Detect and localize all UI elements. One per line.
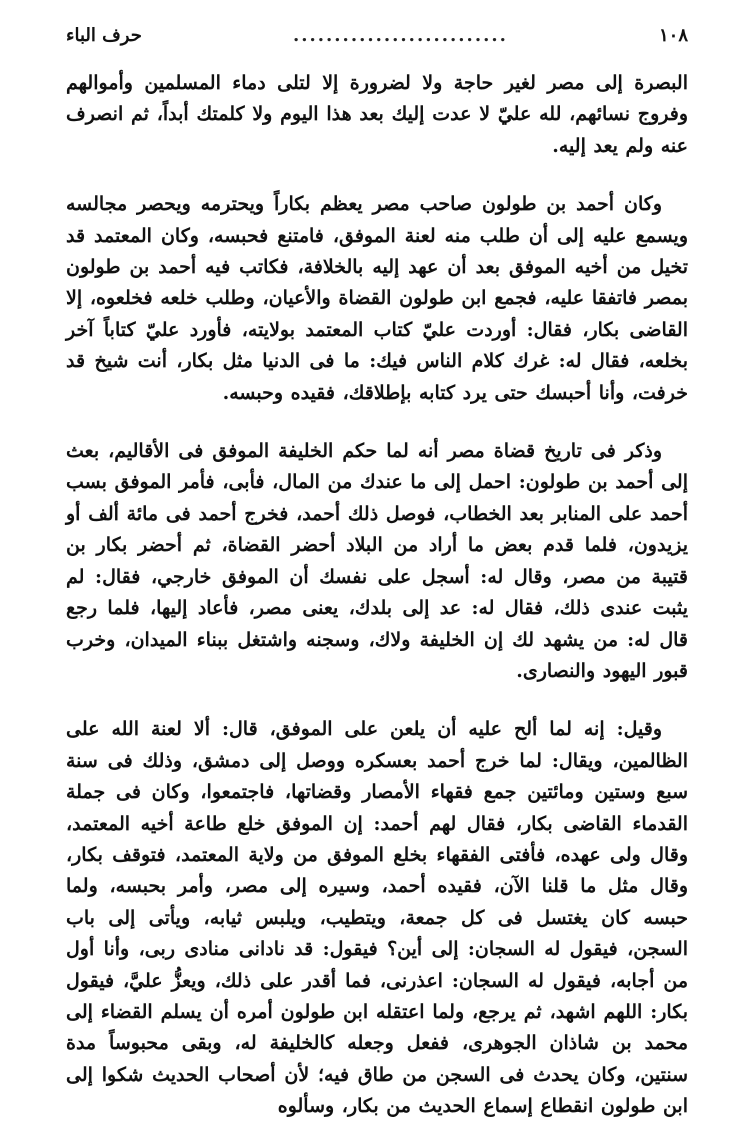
book-page xyxy=(66,20,688,1118)
paragraph: البصرة إلى مصر لغير حاجة ولا لضرورة إلا لتلى دماء المسلمين وأموالهم وفروج نسائهم، لله عليّ لا عدت إليك بعد هذا اليوم ولا كلمتك أبداً، ثم انصرف عنه ولم يعد إليه. xyxy=(66,72,688,157)
paragraph: وذكر فى تاريخ قضاة مصر أنه لما حكم الخليفة الموفق فى الأقاليم، بعث إلى أحمد بن طولون: احمل إلى ما عندك من المال، فأبى، فأمر الموفق بسب أحمد على المنابر بعد الخطاب، فوصل ذلك أحمد، فخرج أحمد فى مائة ألف أو يزيدون، فلما قدم بعض ما أراد من البلاد أحضر القضاة، ثم أحضر بكار بن قتيبة من مصر، وقال له: أسجل على نفسك أن الموفق خارجي، فقال: لم يثبت عندى ذلك، فقال له: عد إلى بلدك، يعنى مصر، فأعاد إليها، فلما رجع قال له: من يشهد لك إن الخليفة ولاك، وسجنه واشتغل ببناء الميدان، وخرب قبور اليهود والنصارى. xyxy=(66,440,688,682)
running-title: حرف الباء xyxy=(66,24,142,46)
page-number: ١٠٨ xyxy=(658,24,688,46)
paragraph: وقيل: إنه لما ألح عليه أن يلعن على الموفق، قال: ألا لعنة الله على الظالمين، ويقال: لما خرج أحمد بعسكره ووصل إلى دمشق، وذلك فى سنة سبع وستين ومائتين جمع فقهاء الأمصار وقضاتها، فاجتمعوا، وكان فى جملة القدماء القاضى بكار، فقال لهم أحمد: إن الموفق خلع طاعة أخيه المعتمد، وقال ولى عهده، فأفتى الفقهاء بخلع الموفق من ولاية المعتمد، فتوقف بكار، وقال مثل ما قلنا الآن، فقيده أحمد، وسيره إلى مصر، وأمر بحبسه، ولما حبسه كان يغتسل فى كل جمعة، ويتطيب، ويلبس ثيابه، ويأتى إلى باب السجن، فيقول له السجان: إلى أين؟ فيقول: قد نادانى منادى ربى، وأنا أول من أجابه، فيقول له السجان: اعذرنى، فما أقدر على ذلك، ويعزُّ عليَّ، فيقول بكار: اللهم اشهد، ثم يرجع، ولما اعتقله ابن طولون أمره أن يسلم القضاء إلى محمد بن شاذان الجوهرى، ففعل وجعله كالخليفة له، وبقى محبوساً مدة سنتين، وكان يحدث فى السجن من طاق فيه؛ لأن أصحاب الحديث شكوا إلى ابن طولون انقطاع إسماع الحديث من بكار، وسألوه xyxy=(66,718,688,1118)
paragraph: وكان أحمد بن طولون صاحب مصر يعظم بكاراً ويحترمه ويحصر مجالسه ويسمع عليه إلى أن طلب منه لعنة الموفق، فامتنع فحبسه، وكان المعتمد قد تخيل من أخيه الموفق بعد أن عهد إليه بالخلافة، فكاتب فيه أحمد بن طولون بمصر فاتفقا عليه، فجمع ابن طولون القضاة والأعيان، وطلب خلعه فخلعوه، إلا القاضى بكار، فقال: أوردت عليّ كتاب المعتمد بولايته، فأورد عليّ كتاباً آخر بخلعه، فقال له: غرك كلام الناس فيك: ما فى الدنيا مثل بكار، أنت شيخ قد خرفت، وأنا أحبسك حتى يرد كتابه بإطلاقك، فقيده وحبسه. xyxy=(66,193,688,404)
page-header xyxy=(66,20,688,50)
body-text xyxy=(66,68,688,1123)
header-dot-leader: .......................... xyxy=(292,24,508,46)
